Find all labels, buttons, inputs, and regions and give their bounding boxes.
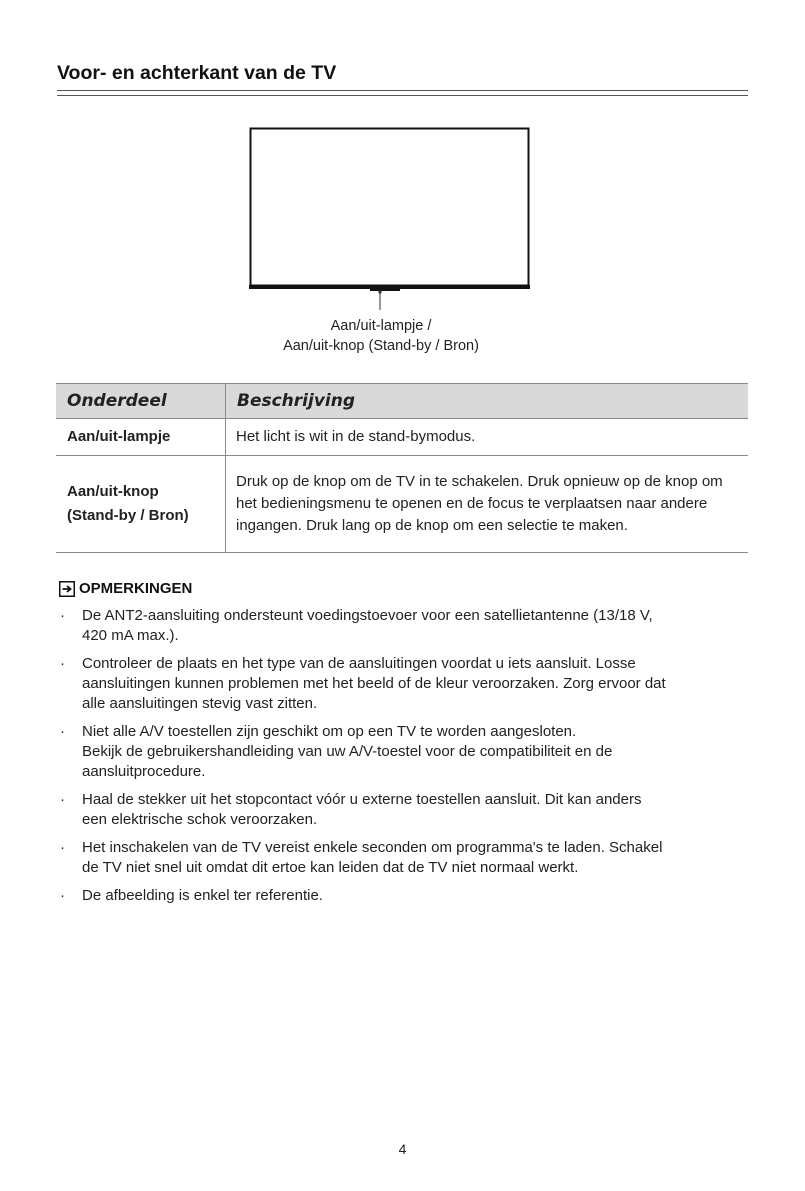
note-line: 420 mA max.). [82,627,179,644]
callout-leader-dot [378,290,381,293]
note-arrow-icon [59,581,75,597]
note-line: De ANT2-aansluiting ondersteunt voedingstoevoer voor een satellietantenne (13/18 V, [82,607,653,624]
part-name [56,456,226,553]
note-item [56,722,751,782]
caption-line-1: Aan/uit-lampje / [330,318,432,334]
parts-table [56,383,748,553]
note-line: Niet alle A/V toestellen zijn geschikt om op een TV te worden aangesloten. [82,723,577,740]
page-number: 4 [398,1141,407,1157]
bullet-marker: · [60,839,65,856]
note-item [56,886,751,906]
tv-front-figure [240,120,540,365]
note-line: de TV niet snel uit omdat dit ertoe kan leiden dat de TV niet normaal werkt. [82,859,579,876]
note-line: Bekijk de gebruikershandleiding van uw A/V-toestel voor de compatibiliteit en de [82,743,613,760]
note-line: Het inschakelen van de TV vereist enkele seconden om programma's te laden. Schakel [82,839,663,856]
bullet-marker: · [60,723,65,740]
part-description: Druk op de knop om de TV in te schakelen. Druk opnieuw op de knop om het bedieningsmenu te openen en de focus te verplaatsen naar andere ingangen. Druk lang op de knop om een selectie te maken. [226,456,749,553]
note-line: aansluitingen kunnen problemen met het beeld of de kleur veroorzaken. Zorg ervoor dat [82,675,666,692]
power-indicator-bar [370,289,400,292]
table-header-row [56,384,748,419]
note-line: Haal de stekker uit het stopcontact vóór u externe toestellen aansluit. Dit kan anders [82,791,642,808]
note-line: aansluitprocedure. [82,763,206,780]
notes-list [56,606,751,914]
column-header-description: Beschrijving [226,384,749,419]
part-description: Het licht is wit in de stand-bymodus. [226,419,749,456]
bullet-marker: · [60,607,65,624]
page-title: Voor- en achterkant van de TV [57,62,337,84]
note-item [56,654,751,714]
caption-line-2: Aan/uit-knop (Stand-by / Bron) [283,338,479,354]
tv-screen-outline [251,129,529,286]
tv-bottom-bezel [249,285,530,289]
notes-heading-text: OPMERKINGEN [79,580,193,597]
bullet-marker: · [60,655,65,672]
title-double-rule [57,90,748,96]
table-row [56,456,748,553]
note-line: een elektrische schok veroorzaken. [82,811,318,828]
note-item [56,790,751,830]
note-line: alle aansluitingen stevig vast zitten. [82,695,318,712]
tv-front-drawing [240,120,540,310]
note-item [56,838,751,878]
tv-callout-caption [240,316,522,356]
part-name-line-2: (Stand-by / Bron) [67,507,189,524]
bullet-marker: · [60,887,65,904]
note-line: De afbeelding is enkel ter referentie. [82,887,323,904]
column-header-part: Onderdeel [56,384,226,419]
part-name-line-1: Aan/uit-knop [67,483,159,500]
note-item [56,606,751,646]
table-row [56,419,748,456]
part-name: Aan/uit-lampje [56,419,226,456]
bullet-marker: · [60,791,65,808]
notes-heading [59,580,192,597]
note-line: Controleer de plaats en het type van de aansluitingen voordat u iets aansluit. Losse [82,655,636,672]
